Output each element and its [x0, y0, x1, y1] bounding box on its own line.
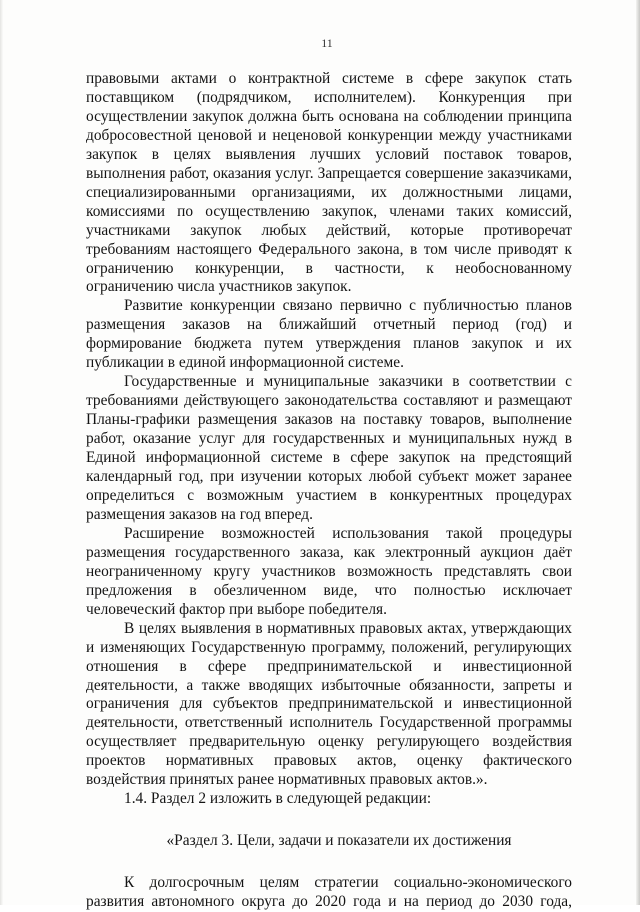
paragraph-continuation: правовыми актами о контрактной системе в сфере закупок стать поставщиком (подрядчиком, исполнителем). Конкуренция при осуществлении закупок должна быть основана на соблюдении принципа добросовестной ценовой и неценовой конкуренции между участниками закупок в целях выявления лучших условий поставок товаров, выполнения работ, оказания услуг. Запрещается совершение заказчиками, специализированными организациями, их должностными лицами, комиссиями по осуществлению закупок, членами таких комиссий, участниками закупок любых действий, которые противоречат требованиям настоящего Федерального закона, в том числе приводят к ограничению конкуренции, в частности, к необоснованному ограничению числа участников закупок.: [86, 70, 572, 296]
paragraph-amendment: 1.4. Раздел 2 изложить в следующей редакции:: [124, 790, 432, 808]
paragraph-regulatory-assessment: В целях выявления в нормативных правовых актах, утверждающих и изменяющих Государственную программу, положений, регулирующих отношения в сфере предпринимательской и инвестиционной деятельности, а также вводящих избыточные обязанности, запреты и ограничения для субъектов предпринимательской и инвестиционной деятельности, ответственный исполнитель Государственной программы осуществляет предварительную оценку регулирующего воздействия проектов нормативных правовых актов, оценку фактического воздействия принятых ранее нормативных правовых актов.».: [86, 619, 572, 789]
document-body: [86, 70, 572, 912]
paragraph-customers: Государственные и муниципальные заказчики в соответствии с требованиями действующего законодательства составляют и размещают Планы-графики размещения заказов на поставку товаров, выполнение работ, оказание услуг для государственных и муниципальных нужд в Единой информационной системе в сфере закупок на предстоящий календарный год, при изучении которых любой субъект может заранее определиться с возможным участием в конкурентных процедурах размещения заказов на год вперед.: [86, 373, 572, 523]
paragraph-goals: К долгосрочным целям стратегии социально-экономического развития автономного округа до 2020 года и на период до 2030 года,: [86, 874, 572, 911]
scan-edge-right: [636, 0, 640, 905]
scan-edge-left: [0, 0, 3, 905]
paragraph-competition: Развитие конкуренции связано первично с публичностью планов размещения заказов на ближайший отчетный период (год) и формирование бюджета путем утверждения планов закупок и их публикации в единой информационной системе.: [86, 297, 572, 372]
page-number: 11: [321, 36, 333, 50]
section-heading: «Раздел 3. Цели, задачи и показатели их достижения: [166, 832, 512, 850]
paragraph-auction: Расширение возможностей использования такой процедуры размещения государственного заказа, как электронный аукцион даёт неограниченному кругу участников возможность представлять свои предложения в обезличенном виде, что полностью исключает человеческий фактор при выборе победителя.: [86, 524, 572, 618]
